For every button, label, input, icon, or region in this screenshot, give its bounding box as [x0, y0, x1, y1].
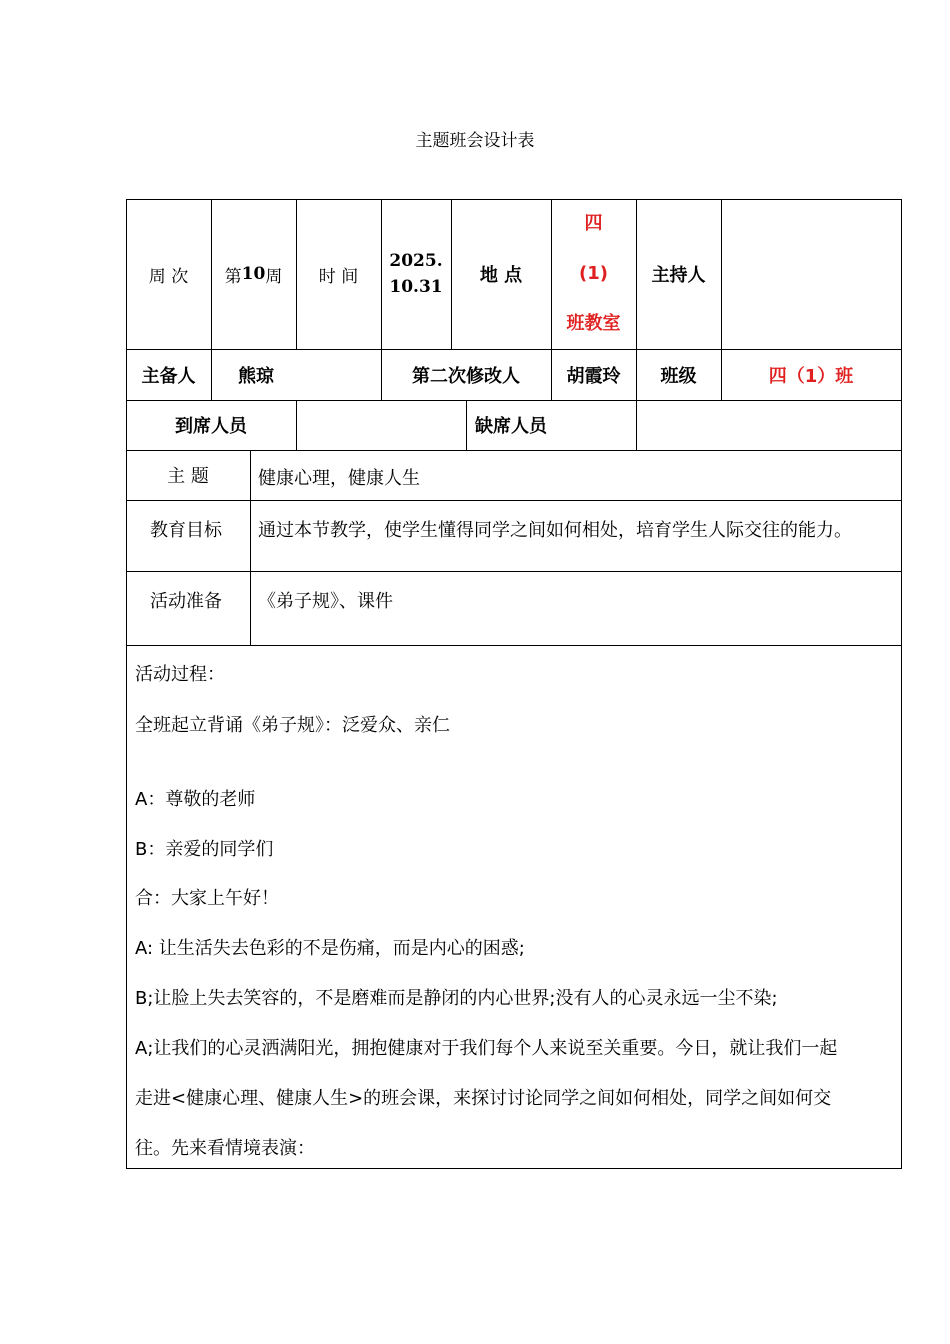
absent-value[interactable]	[636, 400, 901, 450]
reviser-label: 第二次修改人	[412, 365, 520, 387]
week-suffix: 周	[265, 266, 283, 287]
class-value: 四（1）班	[768, 365, 854, 387]
goal-value: 通过本节教学，使学生懂得同学之间如何相处，培育学生人际交往的能力。	[258, 520, 852, 541]
goal-label: 教育目标	[150, 520, 222, 541]
date-line-1: 2025.	[389, 251, 443, 271]
absent-label: 缺席人员	[475, 416, 547, 437]
process-line: A: 让生活失去色彩的不是伤痛，而是内心的困惑;	[135, 938, 525, 959]
date-value	[381, 199, 451, 349]
preparer-value: 熊琼	[238, 365, 274, 387]
process-line: A：尊敬的老师	[135, 789, 256, 810]
process-heading: 活动过程：	[135, 664, 225, 685]
preparer-label: 主备人	[141, 365, 196, 387]
week-number: 10	[241, 264, 266, 284]
process-line: 全班起立背诵《弟子规》：泛爱众、亲仁	[135, 715, 450, 736]
process-line: B;让脸上失去笑容的，不是磨难而是静闭的内心世界;没有人的心灵永远一尘不染;	[135, 988, 778, 1009]
theme-label: 主 题	[167, 466, 209, 487]
process-line: A;让我们的心灵洒满阳光，拥抱健康对于我们每个人来说至关重要。今日，就让我们一起	[135, 1038, 838, 1059]
process-line: 合：大家上午好！	[135, 888, 279, 909]
place-label: 地 点	[479, 265, 523, 286]
place-line-3: 班教室	[566, 313, 621, 334]
week-value	[211, 199, 296, 349]
class-label: 班级	[660, 365, 697, 387]
week-label: 周 次	[148, 266, 189, 287]
place-value	[551, 199, 636, 349]
page-title: 主题班会设计表	[415, 131, 535, 151]
date-line-2: 10.31	[389, 277, 443, 297]
present-value[interactable]	[296, 400, 466, 450]
present-label: 到席人员	[175, 416, 247, 437]
time-label: 时 间	[318, 266, 359, 287]
prep-label: 活动准备	[150, 591, 222, 612]
host-value[interactable]	[721, 199, 901, 349]
theme-value: 健康心理，健康人生	[258, 468, 420, 489]
process-line: B：亲爱的同学们	[135, 839, 274, 860]
process-line: 走进<健康心理、健康人生>的班会课，来探讨讨论同学之间如何相处，同学之间如何交	[135, 1088, 832, 1109]
reviser-value: 胡霞玲	[566, 365, 621, 387]
week-prefix: 第	[224, 266, 242, 287]
prep-value: 《弟子规》、课件	[258, 591, 393, 612]
process-line: 往。先来看情境表演：	[135, 1138, 315, 1159]
place-line-2: (1)	[579, 263, 608, 284]
place-line-1: 四	[584, 213, 603, 234]
host-label: 主持人	[651, 265, 706, 286]
